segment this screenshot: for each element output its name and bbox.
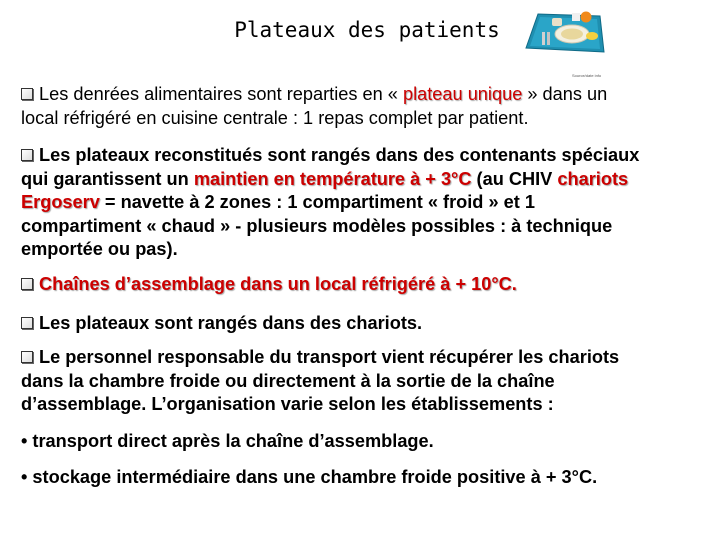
image-caption: Source/date info [572, 73, 602, 78]
p2-line4: compartiment « chaud » - plusieurs modèles possibles : à technique [21, 215, 613, 236]
p1-highlight: plateau unique [402, 84, 523, 104]
paragraph-2 [21, 144, 711, 262]
p5-line3: d’assemblage. L’organisation varie selon les établissements : [21, 394, 554, 414]
p2-highlight-temperature: maintien en température à + 3°C [193, 168, 472, 189]
checkbox-bullet-icon [21, 88, 33, 100]
p2-highlight-ergoserv: Ergoserv [21, 192, 100, 212]
p5-line2: dans la chambre froide ou directement à la sortie de la chaîne [21, 370, 555, 391]
checkbox-bullet-icon [21, 149, 33, 161]
p1-text-end: » dans un [522, 84, 608, 104]
p2-line3: = navette à 2 zones : 1 compartiment « froid » et 1 [99, 192, 535, 212]
paragraph-1 [21, 83, 711, 130]
p2-line2: qui garantissent un [21, 168, 194, 189]
checkbox-bullet-icon [21, 278, 33, 290]
checkbox-bullet-icon [21, 351, 33, 363]
p4-text: Les plateaux sont rangés dans des chariots. [39, 313, 423, 333]
paragraph-4 [21, 312, 711, 336]
p5-line1: Le personnel responsable du transport vient récupérer les chariots [39, 347, 620, 367]
p2-highlight-chariots: chariots [557, 168, 629, 189]
bullet-item-2: • stockage intermédiaire dans une chambre froide positive à + 3°C. [21, 467, 598, 487]
p2-line5: emportée ou pas). [21, 239, 178, 259]
page-title: Plateaux des patients [234, 18, 500, 42]
checkbox-bullet-icon [21, 317, 33, 329]
paragraph-5 [21, 346, 711, 417]
p2-line1: Les plateaux reconstitués sont rangés dans des contenants spéciaux [39, 145, 640, 165]
bullet-item-1: • transport direct après la chaîne d’assemblage. [21, 431, 434, 451]
p2-mid: (au CHIV [471, 168, 558, 189]
p3-highlight: Chaînes d’assemblage dans un local réfrigéré à + 10°C. [39, 274, 517, 294]
meal-tray-image [522, 2, 606, 72]
p1-text: Les denrées alimentaires sont reparties en « [39, 84, 403, 104]
p1-line2: local réfrigéré en cuisine centrale : 1 repas complet par patient. [21, 107, 529, 128]
paragraph-3 [21, 273, 711, 297]
